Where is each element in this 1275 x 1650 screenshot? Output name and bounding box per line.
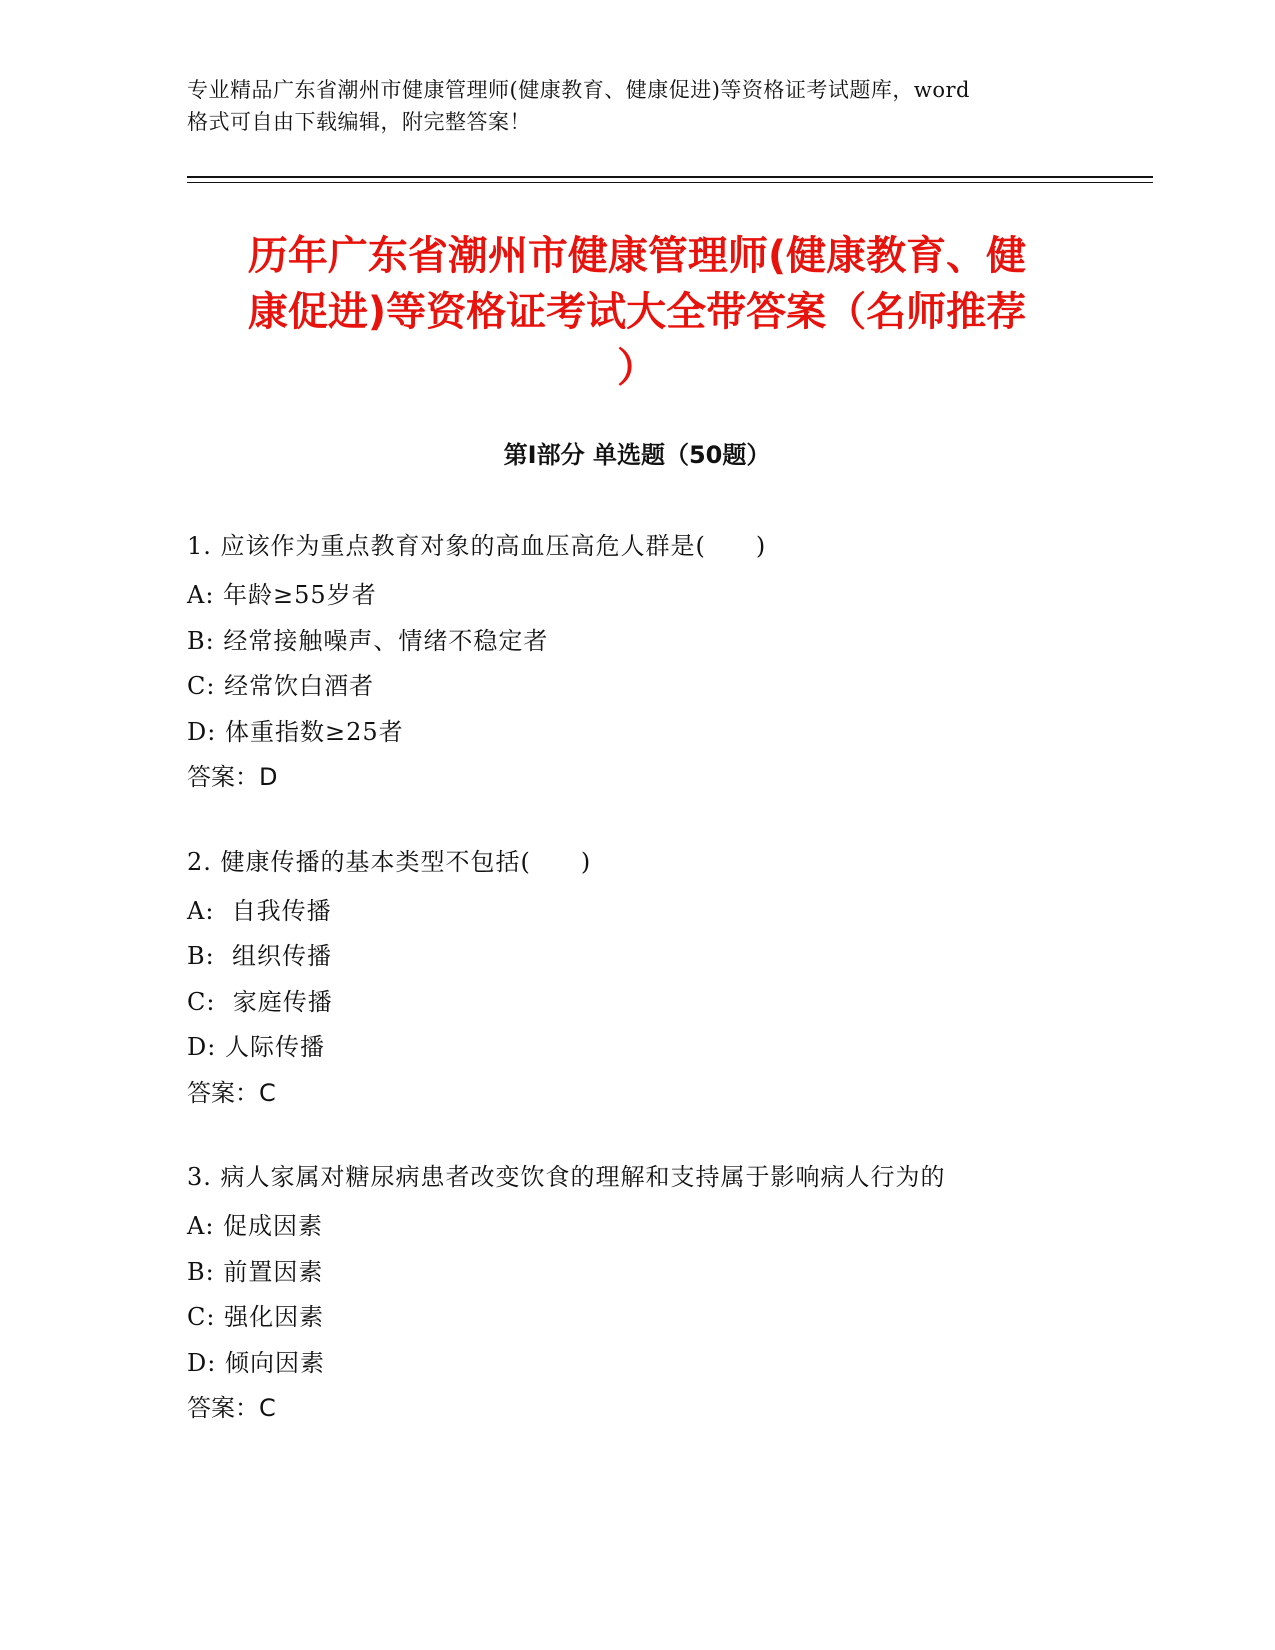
option-c: C: 经常饮白酒者 — [187, 672, 375, 700]
question-list — [187, 528, 1147, 1475]
title-line-2: 康促进)等资格证考试大全带答案（名师推荐 — [247, 289, 1027, 335]
question-1 — [187, 528, 1147, 801]
header-note-line-2: 格式可自由下载编辑，附完整答案！ — [187, 110, 531, 134]
option-b: B: 前置因素 — [187, 1257, 324, 1286]
question-stem: 3. 病人家属对糖尿病患者改变饮食的理解和支持属于影响病人行为的 — [187, 1163, 946, 1191]
question-stem: 2. 健康传播的基本类型不包括( ) — [187, 847, 592, 876]
option-c: C: 强化因素 — [187, 1303, 325, 1331]
option-b: B: 经常接触噪声、情绪不稳定者 — [187, 626, 549, 655]
option-a: A: 年龄≥55岁者 — [187, 581, 377, 609]
question-2 — [187, 844, 1147, 1117]
title-line-1: 历年广东省潮州市健康管理师(健康教育、健 — [247, 233, 1027, 279]
option-a: A: 自我传播 — [187, 896, 332, 925]
answer-text: 答案：C — [187, 1394, 276, 1422]
section-title: 第Ⅰ部分 单选题（50题） — [503, 441, 771, 469]
answer-text: 答案：D — [187, 763, 278, 791]
option-b: B: 组织传播 — [187, 942, 332, 970]
document-header-note — [187, 74, 1087, 138]
header-divider-thick — [187, 176, 1153, 178]
option-d: D: 倾向因素 — [187, 1348, 325, 1377]
document-title — [187, 228, 1087, 396]
answer-text: 答案：C — [187, 1078, 276, 1107]
option-d: D: 体重指数≥25者 — [187, 717, 404, 746]
option-c: C: 家庭传播 — [187, 987, 333, 1016]
header-note-line-1: 专业精品广东省潮州市健康管理师(健康教育、健康促进)等资格证考试题库，word — [187, 78, 970, 102]
header-divider-thin — [187, 182, 1153, 183]
option-a: A: 促成因素 — [187, 1212, 324, 1240]
question-stem: 1. 应该作为重点教育对象的高血压高危人群是( ) — [187, 532, 767, 560]
option-d: D: 人际传播 — [187, 1033, 325, 1061]
question-3 — [187, 1159, 1147, 1432]
title-line-3: ） — [617, 345, 657, 391]
